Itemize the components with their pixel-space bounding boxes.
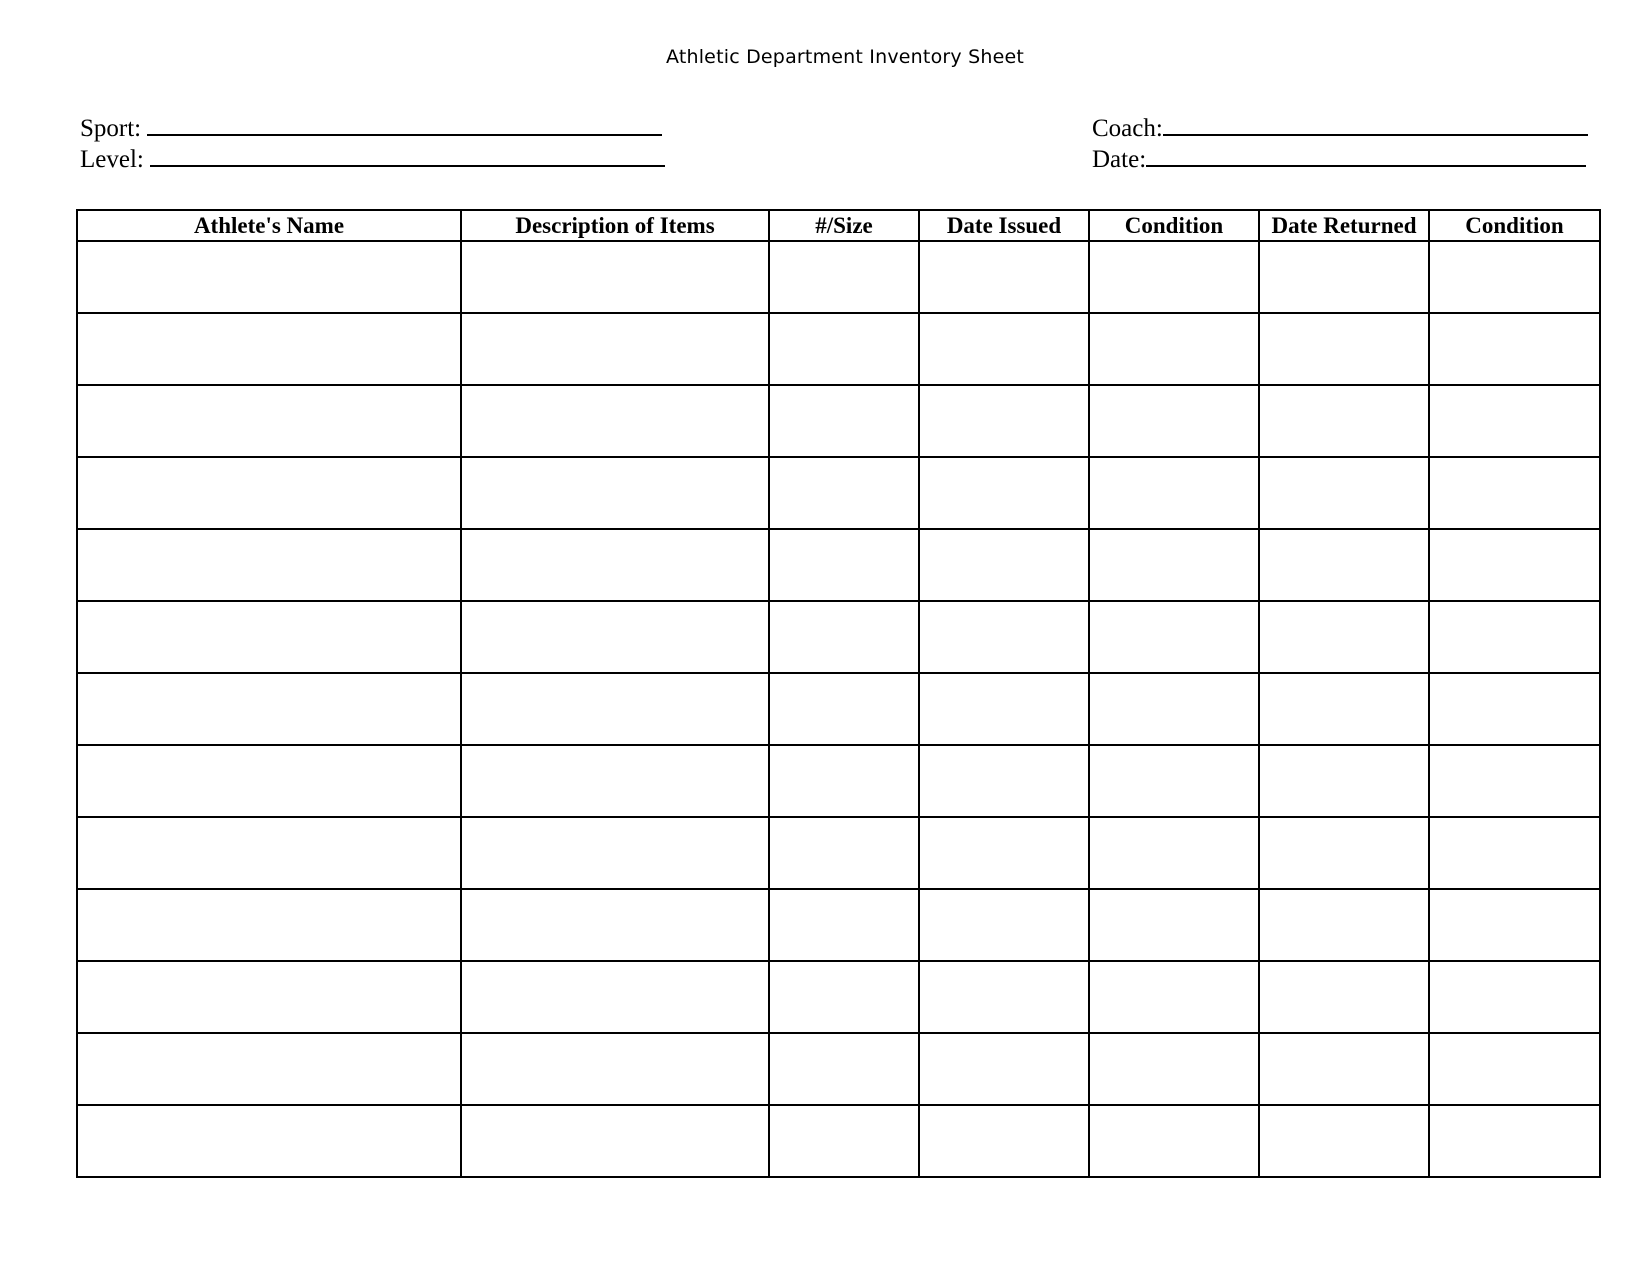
level-label: Level:: [80, 146, 144, 173]
table-cell[interactable]: [1089, 601, 1259, 673]
table-cell[interactable]: [769, 313, 919, 385]
table-row: [77, 385, 1600, 457]
table-row: [77, 889, 1600, 961]
table-cell[interactable]: [77, 241, 461, 313]
table-row: [77, 601, 1600, 673]
table-cell[interactable]: [1429, 529, 1600, 601]
table-cell[interactable]: [919, 745, 1089, 817]
table-cell[interactable]: [77, 313, 461, 385]
table-cell[interactable]: [769, 817, 919, 889]
table-cell[interactable]: [1259, 385, 1429, 457]
table-cell[interactable]: [77, 673, 461, 745]
table-cell[interactable]: [461, 817, 769, 889]
table-row: [77, 745, 1600, 817]
table-cell[interactable]: [461, 745, 769, 817]
table-row: [77, 673, 1600, 745]
table-cell[interactable]: [1429, 961, 1600, 1033]
table-cell[interactable]: [1259, 529, 1429, 601]
header-athletes-name: Athlete's Name: [77, 210, 461, 241]
coach-field: [1092, 112, 1588, 144]
table-cell[interactable]: [461, 313, 769, 385]
table-cell[interactable]: [1259, 313, 1429, 385]
table-cell[interactable]: [1429, 457, 1600, 529]
table-cell[interactable]: [1089, 313, 1259, 385]
coach-label: Coach:: [1092, 115, 1163, 142]
table-cell[interactable]: [769, 889, 919, 961]
table-cell[interactable]: [1429, 673, 1600, 745]
table-cell[interactable]: [919, 601, 1089, 673]
table-cell[interactable]: [1259, 1105, 1429, 1177]
header-date-issued: Date Issued: [919, 210, 1089, 241]
table-cell[interactable]: [461, 385, 769, 457]
table-cell[interactable]: [769, 961, 919, 1033]
table-cell[interactable]: [919, 1105, 1089, 1177]
table-cell[interactable]: [1429, 1105, 1600, 1177]
table-cell[interactable]: [1429, 601, 1600, 673]
table-cell[interactable]: [77, 529, 461, 601]
table-cell[interactable]: [461, 601, 769, 673]
level-field: [80, 143, 665, 175]
table-cell[interactable]: [461, 241, 769, 313]
table-cell[interactable]: [461, 457, 769, 529]
table-cell[interactable]: [919, 889, 1089, 961]
date-label: Date:: [1092, 146, 1147, 173]
table-cell[interactable]: [77, 601, 461, 673]
table-cell[interactable]: [1089, 1033, 1259, 1105]
table-cell[interactable]: [1259, 601, 1429, 673]
table-cell[interactable]: [461, 673, 769, 745]
table-cell[interactable]: [1259, 961, 1429, 1033]
table-cell[interactable]: [769, 1105, 919, 1177]
table-cell[interactable]: [77, 1105, 461, 1177]
table-cell[interactable]: [1429, 313, 1600, 385]
coach-blank-line[interactable]: [1163, 112, 1588, 136]
table-cell[interactable]: [461, 961, 769, 1033]
table-row: [77, 457, 1600, 529]
table-row: [77, 1105, 1600, 1177]
table-row: [77, 961, 1600, 1033]
table-cell[interactable]: [1089, 673, 1259, 745]
table-cell[interactable]: [1089, 961, 1259, 1033]
table-cell[interactable]: [769, 529, 919, 601]
table-cell[interactable]: [77, 385, 461, 457]
table-cell[interactable]: [1259, 457, 1429, 529]
table-cell[interactable]: [1089, 1105, 1259, 1177]
header-description-of-items: Description of Items: [461, 210, 769, 241]
table-cell[interactable]: [77, 817, 461, 889]
table-row: [77, 313, 1600, 385]
table-cell[interactable]: [1089, 385, 1259, 457]
inventory-table: [76, 209, 1601, 1178]
table-cell[interactable]: [769, 241, 919, 313]
table-cell[interactable]: [461, 529, 769, 601]
table-cell[interactable]: [1089, 241, 1259, 313]
date-blank-line[interactable]: [1146, 143, 1586, 167]
table-cell[interactable]: [461, 889, 769, 961]
table-row: [77, 529, 1600, 601]
table-cell[interactable]: [919, 817, 1089, 889]
table-cell[interactable]: [919, 961, 1089, 1033]
table-cell[interactable]: [919, 457, 1089, 529]
table-row: [77, 817, 1600, 889]
table-cell[interactable]: [1429, 241, 1600, 313]
table-body: [77, 241, 1600, 1177]
table-cell[interactable]: [919, 241, 1089, 313]
table-cell[interactable]: [919, 1033, 1089, 1105]
table-cell[interactable]: [919, 385, 1089, 457]
sport-label: Sport:: [80, 115, 142, 142]
table-cell[interactable]: [769, 745, 919, 817]
table-cell[interactable]: [919, 673, 1089, 745]
table-cell[interactable]: [1259, 817, 1429, 889]
table-row: [77, 241, 1600, 313]
header-date-returned: Date Returned: [1259, 210, 1429, 241]
table-cell[interactable]: [769, 601, 919, 673]
document-title: Athletic Department Inventory Sheet: [665, 46, 1025, 68]
table-cell[interactable]: [77, 745, 461, 817]
table-cell[interactable]: [1429, 745, 1600, 817]
table-cell[interactable]: [1259, 1033, 1429, 1105]
table-cell[interactable]: [77, 889, 461, 961]
table-cell[interactable]: [769, 385, 919, 457]
table-cell[interactable]: [1089, 889, 1259, 961]
table-cell[interactable]: [1429, 889, 1600, 961]
table-cell[interactable]: [1429, 385, 1600, 457]
table-cell[interactable]: [1259, 889, 1429, 961]
table-cell[interactable]: [1259, 745, 1429, 817]
table-cell[interactable]: [1259, 241, 1429, 313]
table-cell[interactable]: [77, 961, 461, 1033]
table-cell[interactable]: [461, 1033, 769, 1105]
header-number-size: #/Size: [769, 210, 919, 241]
level-blank-line[interactable]: [150, 143, 665, 167]
table-cell[interactable]: [77, 1033, 461, 1105]
table-cell[interactable]: [1089, 745, 1259, 817]
header-condition-issued: Condition: [1089, 210, 1259, 241]
table-cell[interactable]: [769, 673, 919, 745]
table-cell[interactable]: [769, 1033, 919, 1105]
table-cell[interactable]: [1089, 529, 1259, 601]
table-cell[interactable]: [1089, 457, 1259, 529]
table-cell[interactable]: [919, 529, 1089, 601]
table-header-row: [77, 210, 1600, 241]
sport-blank-line[interactable]: [147, 112, 662, 136]
table-cell[interactable]: [919, 313, 1089, 385]
table-cell[interactable]: [1429, 1033, 1600, 1105]
sport-field: [80, 112, 662, 144]
header-condition-returned: Condition: [1429, 210, 1600, 241]
table-cell[interactable]: [1259, 673, 1429, 745]
table-cell[interactable]: [769, 457, 919, 529]
table-cell[interactable]: [461, 1105, 769, 1177]
table-cell[interactable]: [1089, 817, 1259, 889]
table-cell[interactable]: [77, 457, 461, 529]
date-field: [1092, 143, 1586, 175]
table-cell[interactable]: [1429, 817, 1600, 889]
table-row: [77, 1033, 1600, 1105]
